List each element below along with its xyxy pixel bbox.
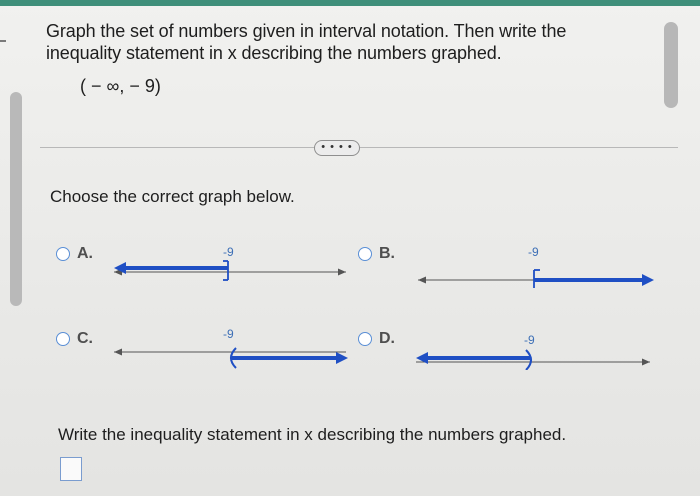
graph-b-ray-arrow bbox=[642, 274, 654, 286]
graph-c-ray-arrow bbox=[336, 352, 348, 364]
graph-d-tick-label: -9 bbox=[524, 333, 535, 347]
graph-c bbox=[110, 326, 350, 370]
graph-a-axis-arrow-right bbox=[338, 269, 346, 276]
interval-notation: ( − ∞, − 9) bbox=[80, 76, 161, 96]
question-line-1: Graph the set of numbers given in interval notation. Then write the bbox=[46, 21, 567, 41]
graph-d-axis-arrow-right bbox=[642, 359, 650, 366]
option-a[interactable] bbox=[56, 245, 93, 263]
question-line-2: inequality statement in x describing the numbers graphed. bbox=[46, 43, 502, 63]
right-scrollbar[interactable] bbox=[664, 22, 678, 108]
graph-d bbox=[412, 326, 656, 370]
graph-c-tick-label: -9 bbox=[223, 327, 234, 341]
option-d[interactable] bbox=[358, 330, 395, 348]
option-c[interactable] bbox=[56, 330, 93, 348]
left-scrollbar[interactable] bbox=[10, 92, 22, 306]
option-a-label: A. bbox=[77, 245, 93, 262]
edge-mark bbox=[0, 40, 6, 42]
option-b[interactable] bbox=[358, 245, 395, 263]
graph-b-axis-arrow-left bbox=[418, 277, 426, 284]
option-c-label: C. bbox=[77, 330, 93, 347]
expand-more-button[interactable]: • • • • bbox=[314, 140, 360, 156]
answer-input-box[interactable] bbox=[60, 457, 82, 481]
graph-c-axis-arrow-left bbox=[114, 349, 122, 356]
graph-b-tick-label: -9 bbox=[528, 245, 539, 259]
radio-button-c[interactable] bbox=[56, 332, 70, 346]
option-d-label: D. bbox=[379, 330, 395, 347]
question-text bbox=[46, 20, 646, 64]
graph-a bbox=[110, 244, 350, 288]
radio-button-a[interactable] bbox=[56, 247, 70, 261]
top-accent-bar bbox=[0, 0, 700, 6]
radio-button-b[interactable] bbox=[358, 247, 372, 261]
graph-b bbox=[414, 244, 658, 288]
write-prompt: Write the inequality statement in x describing the numbers graphed. bbox=[58, 425, 567, 444]
choose-prompt: Choose the correct graph below. bbox=[50, 187, 295, 206]
graph-a-tick-label: -9 bbox=[223, 245, 234, 259]
radio-button-d[interactable] bbox=[358, 332, 372, 346]
option-b-label: B. bbox=[379, 245, 395, 262]
